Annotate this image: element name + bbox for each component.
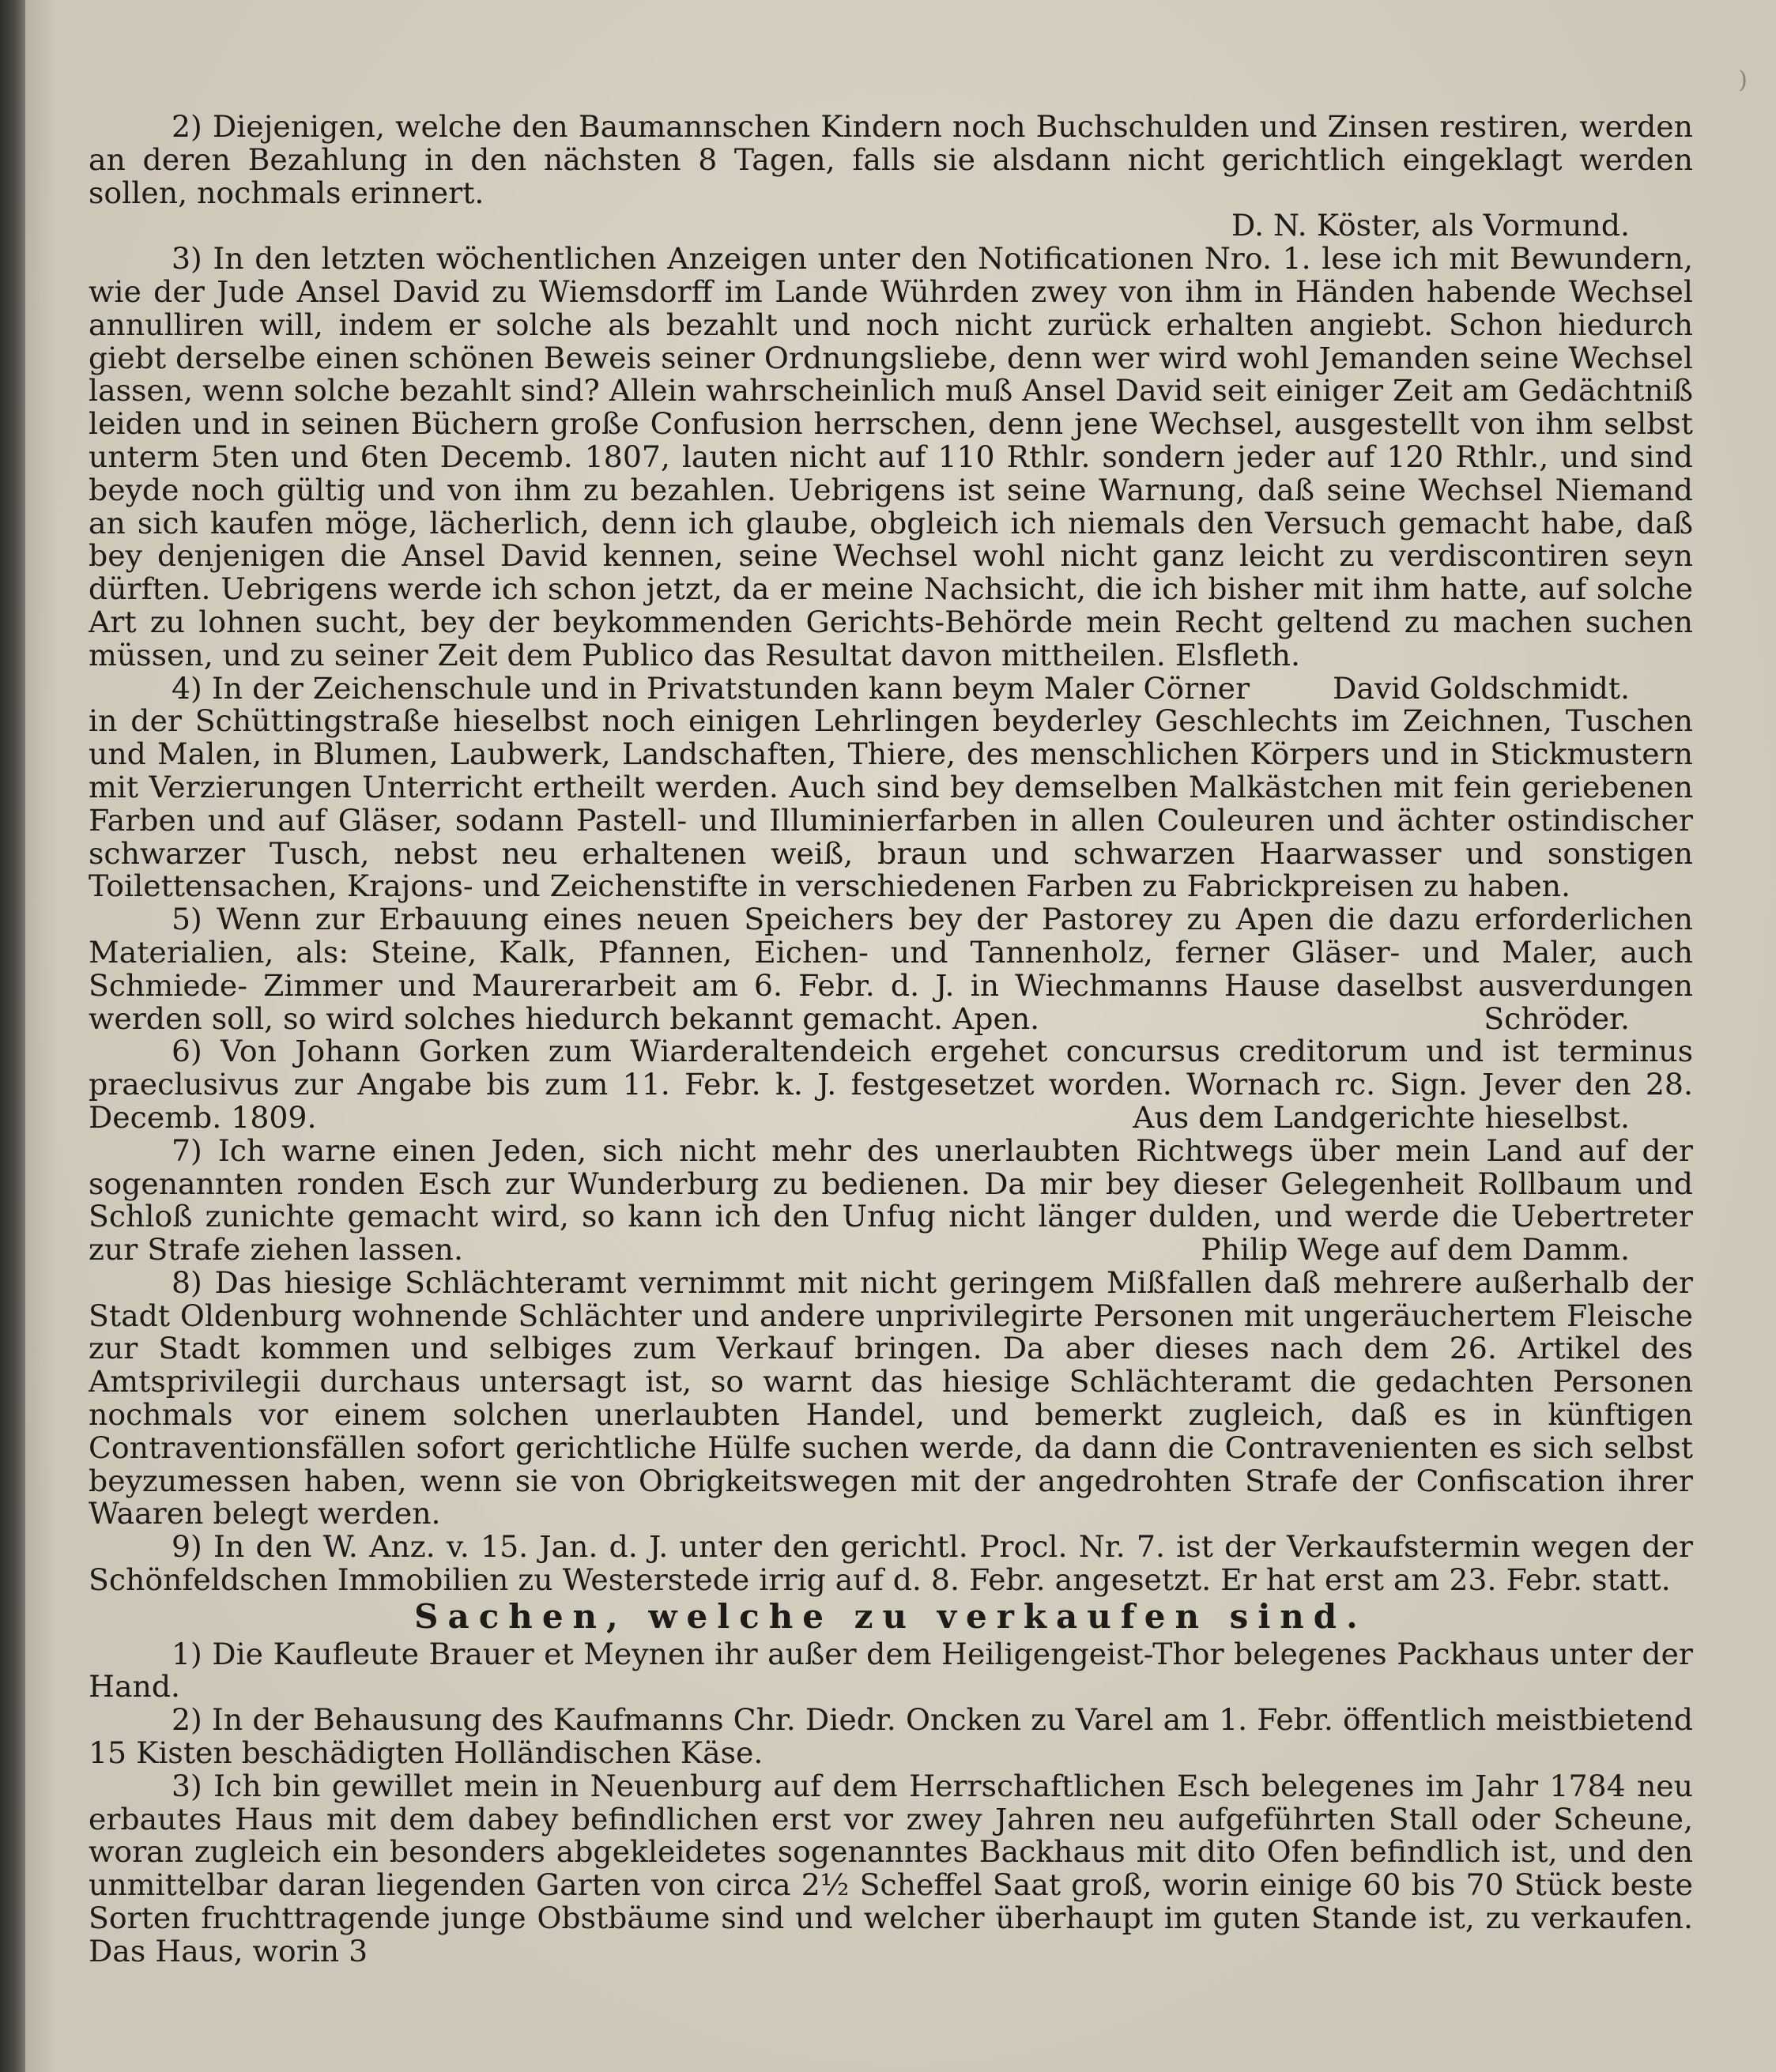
notice-signature: Schröder. <box>1484 1000 1630 1036</box>
notice-text: 2) Diejenigen, welche den Baumannschen Kindern noch Buchschulden und Zinsen restiren, werden an deren Bezahlung in den nächsten 8 Tagen, falls sie alsdann nicht gerichtlich eingeklagt werden sollen, nochmals erinnert. <box>89 109 1693 210</box>
notice-signature: Philip Wege auf dem Damm. <box>1201 1232 1630 1268</box>
sale-item-3 <box>89 1770 1693 1968</box>
notice-8 <box>89 1264 1693 1531</box>
notice-text: 5) Wenn zur Erbauung eines neuen Speichers bey der Pastorey zu Apen die dazu erforderlichen Materialien, als: Steine, Kalk, Pfannen, Eichen- und Tannenholz, ferner Gläser- und Maler, auch Schmiede- Zimmer und Maurerarbeit am 6. Febr. d. J. in Wiechmanns Hause daselbst ausverdungen werden soll, so wird solches hiedurch bekannt gemacht. Apen. <box>89 902 1693 1036</box>
notice-text: 8) Das hiesige Schlächteramt vernimmt mit nicht geringem Mißfallen daß mehrere außerhalb der Stadt Oldenburg wohnende Schlächter und andere unprivilegirte Personen mit ungeräuchertem Fleische zur Stadt kommen und selbiges zum Verkauf bringen. Da aber dieses nach dem 26. Artikel des Amtsprivilegii durchaus untersagt ist, so warnt das hiesige Schlächteramt die gedachten Personen nochmals vor einem solchen unerlaubten Handel, und bemerkt zugleich, daß es in künftigen Contraventionsfällen sofort gerichtliche Hülfe suchen werde, da dann die Contravenienten es sich selbst beyzumessen haben, wenn sie von Obrigkeitswegen mit der angedrohten Strafe der Confiscation ihrer Waaren belegt werden. <box>89 1264 1693 1531</box>
sale-item-text: 2) In der Behausung des Kaufmanns Chr. Diedr. Oncken zu Varel am 1. Febr. öffentlich meistbietend 15 Kisten beschädigten Holländischen Käse. <box>89 1702 1693 1771</box>
newspaper-page <box>25 0 1776 2072</box>
notice-4 <box>89 672 1693 904</box>
scan-edge <box>0 0 25 2072</box>
notice-text: 9) In den W. Anz. v. 15. Jan. d. J. unter den gerichtl. Procl. Nr. 7. ist der Verkaufstermin wegen der Schönfeldschen Immobilien zu Westerstede irrig auf d. 8. Febr. angesetzt. Er hat erst am 23. Febr. statt. <box>89 1529 1693 1598</box>
notice-signature: D. N. Köster, als Vormund. <box>1231 208 1630 243</box>
section-heading: Sachen, welche zu verkaufen sind. <box>414 1596 1367 1636</box>
sale-item-2 <box>89 1704 1693 1770</box>
notice-text: 6) Von Johann Gorken zum Wiarderaltendeich ergehet concursus creditorum und ist terminus praeclusivus zur Angabe bis zum 11. Febr. k. J. festgesetzet worden. Wornach rc. Sign. Jever den 28. Decemb. 1809. <box>89 1034 1693 1135</box>
notice-7 <box>89 1132 1693 1268</box>
notice-text: 3) In den letzten wöchentlichen Anzeigen unter den Notificationen Nro. 1. lese ich mit Bewundern, wie der Jude Ansel David zu Wiemsdorff im Lande Wührden zwey von ihm in Händen habende Wechsel annulliren will, indem er solche als bezahlt und noch nicht zurück erhalten angiebt. Schon hiedurch giebt derselbe einen schönen Beweis seiner Ordnungsliebe, denn wer wird wohl Jemanden seine Wechsel lassen, wenn solche bezahlt sind? Allein wahrscheinlich muß Ansel David seit einiger Zeit am Gedächtniß leiden und in seinen Büchern große Confusion herrschen, denn jene Wechsel, ausgestellt von ihm selbst unterm 5ten und 6ten Decemb. 1807, lauten nicht auf 110 Rthlr. sondern jeder auf 120 Rthlr., und sind beyde noch gültig und von ihm zu bezahlen. Uebrigens ist seine Warnung, daß seine Wechsel Niemand an sich kaufen möge, lächerlich, denn ich glaube, obgleich ich niemals den Versuch gemacht habe, daß bey denjenigen die Ansel David kennen, seine Wechsel wohl nicht ganz leicht zu verdiscontiren seyn dürften. Uebrigens werde ich schon jetzt, da er meine Nachsicht, die ich bisher mit ihm hatte, auf solche Art zu lohnen sucht, bey der beykommenden Gerichts-Behörde mein Recht geltend zu machen suchen müssen, und zu seiner Zeit dem Publico das Resultat davon mittheilen. Elsfleth. <box>89 241 1693 672</box>
notice-9 <box>89 1531 1693 1597</box>
page-corner-mark: ) <box>1738 66 1748 94</box>
notice-signature: David Goldschmidt. <box>1333 670 1630 706</box>
sale-item-1 <box>89 1638 1693 1705</box>
notice-3 <box>89 241 1693 706</box>
notice-5 <box>89 903 1693 1035</box>
notice-6 <box>89 1035 1693 1134</box>
page-text-column <box>89 111 1693 1968</box>
sale-item-text: 1) Die Kaufleute Brauer et Meynen ihr außer dem Heiligengeist-Thor belegenes Packhaus unter der Hand. <box>89 1636 1693 1705</box>
notice-text: 7) Ich warne einen Jeden, sich nicht mehr des unerlaubten Richtwegs über mein Land auf der sogenannten ronden Esch zur Wunderburg zu bedienen. Da mir bey dieser Gelegenheit Rollbaum und Schloß zunichte gemacht wird, so kann ich den Unfug nicht länger dulden, und werde die Uebertreter zur Strafe ziehen lassen. <box>89 1132 1693 1268</box>
notice-signature: Aus dem Landgerichte hieselbst. <box>1133 1099 1630 1135</box>
notice-2 <box>89 111 1693 243</box>
sale-item-text: 3) Ich bin gewillet mein in Neuenburg auf dem Herrschaftlichen Esch belegenes im Jahr 1784 neu erbautes Haus mit dem dabey befindlichen erst vor zwey Jahren neu aufgeführten Stall oder Scheune, woran zugleich ein besonders abgekleidetes sogenanntes Backhaus mit dito Ofen befindlich ist, und den unmittelbar daran liegenden Garten von circa 2½ Scheffel Saat groß, worin einige 60 bis 70 Stück beste Sorten fruchttragende junge Obstbäume sind und welcher überhaupt im guten Stande ist, zu verkaufen. Das Haus, worin 3 <box>89 1768 1693 1968</box>
notice-text: 4) In der Zeichenschule und in Privatstunden kann beym Maler Cörner in der Schüttingstraße hieselbst noch einigen Lehrlingen beyderley Geschlechts im Zeichnen, Tuschen und Malen, in Blumen, Laubwerk, Landschaften, Thiere, des menschlichen Körpers und in Stickmustern mit Verzierungen Unterricht ertheilt werden. Auch sind bey demselben Malkästchen mit fein geriebenen Farben und auf Gläser, sodann Pastell- und Illuminierfarben in allen Couleuren und ächter ostindischer schwarzer Tusch, nebst neu erhaltenen weiß, braun und schwarzen Haarwasser und sonstigen Toilettensachen, Krajons- und Zeichenstifte in verschiedenen Farben zu Fabrickpreisen zu haben. <box>89 670 1693 904</box>
